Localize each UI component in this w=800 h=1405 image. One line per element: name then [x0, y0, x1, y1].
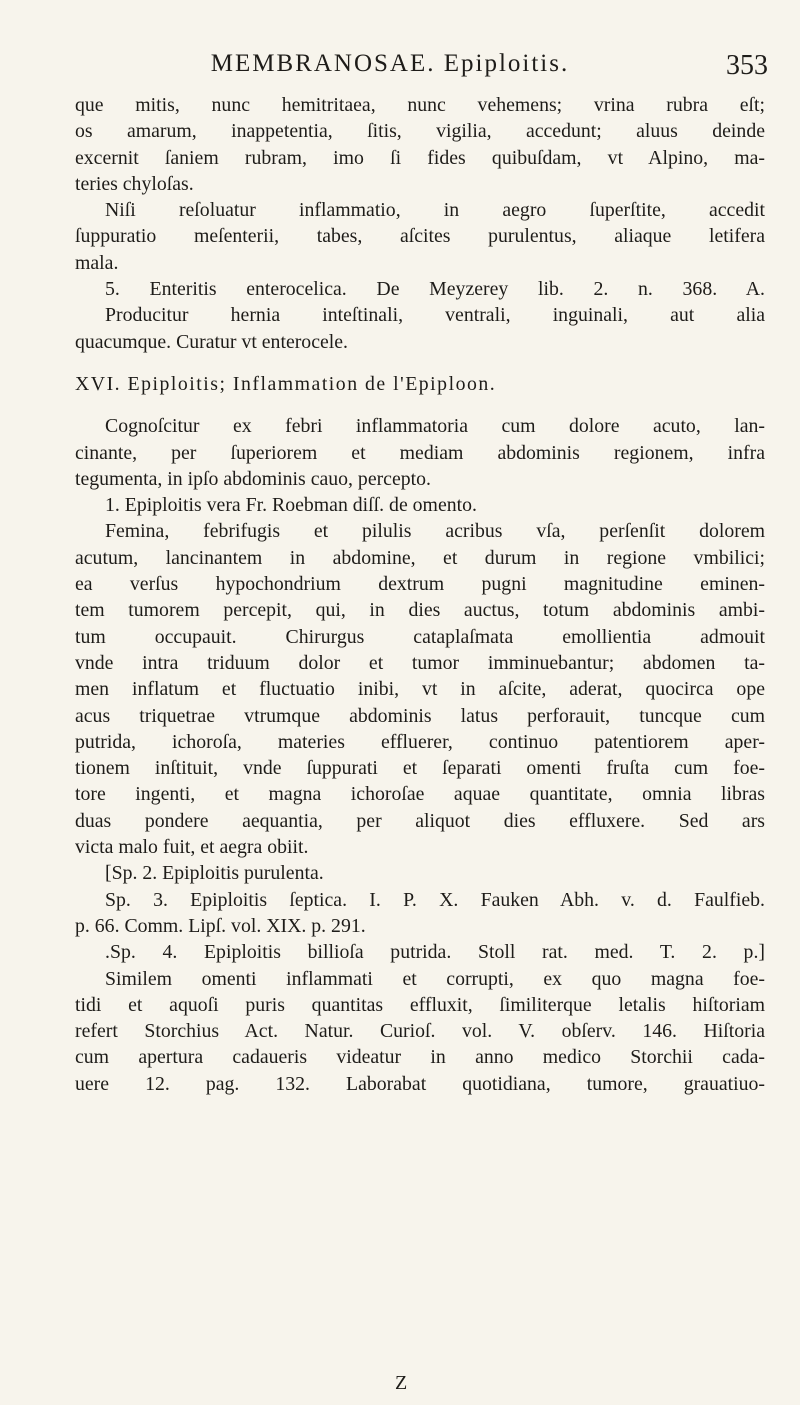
section-gap	[75, 397, 765, 413]
text-line: os amarum, inappetentia, ſitis, vigilia, accedunt; aluus deinde	[75, 120, 765, 143]
species-heading: 5. Enteritis enterocelica. De Meyzerey lib. 2. n. 368. A.	[105, 278, 765, 301]
species-heading: .Sp. 4. Epiploitis billioſa putrida. Stoll rat. med. T. 2. p.]	[105, 941, 765, 964]
running-title: MEMBRANOSAE. Epiploitis.	[210, 50, 570, 77]
body-text	[75, 92, 765, 1097]
page-header	[90, 40, 780, 92]
species-heading: [Sp. 2. Epiploitis purulenta.	[105, 862, 324, 885]
text-line: refert Storchius Act. Natur. Curioſ. vol. V. obſerv. 146. Hiſtoria	[75, 1020, 765, 1043]
text-line: Niſi reſoluatur inflammatio, in aegro ſuperſtite, accedit	[105, 199, 765, 222]
text-line: tore ingenti, et magna ichoroſae aquae quantitate, omnia libras	[75, 783, 765, 806]
text-line: Producitur hernia inteſtinali, ventrali, inguinali, aut alia	[105, 304, 765, 327]
text-line: acutum, lancinantem in abdomine, et durum in regione vmbilici;	[75, 546, 765, 569]
text-line: teries chyloſas.	[75, 172, 194, 195]
text-line: ſuppuratio meſenterii, tabes, aſcites purulentus, aliaque letifera	[75, 225, 765, 248]
text-line: uere 12. pag. 132. Laborabat quotidiana, tumore, grauatiuo-	[75, 1072, 765, 1095]
text-line: excernit ſaniem rubram, imo ſi fides quibuſdam, vt Alpino, ma-	[75, 146, 765, 169]
text-line: p. 66. Comm. Lipſ. vol. XIX. p. 291.	[75, 914, 366, 937]
text-line: cinante, per ſuperiorem et mediam abdominis regionem, infra	[75, 441, 765, 464]
text-line: cum apertura cadaueris videatur in anno medico Storchii cada-	[75, 1046, 765, 1069]
species-heading: Sp. 3. Epiploitis ſeptica. I. P. X. Fauken Abh. v. d. Faulfieb.	[105, 888, 765, 911]
text-line: mala.	[75, 251, 119, 274]
page-number: 353	[726, 50, 768, 81]
text-line: tidi et aquoſi puris quantitas effluxit, ſimiliterque letalis hiſtoriam	[75, 993, 765, 1016]
text-line: Cognoſcitur ex febri inflammatoria cum dolore acuto, lan-	[105, 415, 765, 438]
text-line: putrida, ichoroſa, materies effluerer, continuo patentiorem aper-	[75, 730, 765, 753]
section-heading: XVI. Epiploitis; Inflammation de l'Epiploon.	[75, 372, 497, 395]
signature-mark: Z	[395, 1372, 408, 1394]
text-line: ea verſus hypochondrium dextrum pugni magnitudine eminen-	[75, 573, 765, 596]
text-line: acus triquetrae vtrumque abdominis latus perforauit, tuncque cum	[75, 704, 765, 727]
text-line: Femina, febrifugis et pilulis acribus vſa, perſenſit dolorem	[105, 520, 765, 543]
section-gap	[75, 355, 765, 371]
species-heading: 1. Epiploitis vera Fr. Roebman diſſ. de omento.	[105, 494, 477, 517]
text-line: tionem inſtituit, vnde ſuppurati et ſeparati omenti fruſta cum foe-	[75, 757, 765, 780]
text-line: que mitis, nunc hemitritaea, nunc vehemens; vrina rubra eſt;	[75, 94, 765, 116]
text-line: quacumque. Curatur vt enterocele.	[75, 330, 348, 353]
text-line: tegumenta, in ipſo abdominis cauo, percepto.	[75, 467, 431, 490]
text-line: Similem omenti inflammati et corrupti, ex quo magna foe-	[105, 967, 765, 990]
text-line: vnde intra triduum dolor et tumor imminuebantur; abdomen ta-	[75, 651, 765, 674]
text-line: tem tumorem percepit, qui, in dies auctus, totum abdominis ambi-	[75, 599, 765, 622]
text-line: tum occupauit. Chirurgus cataplaſmata emollientia admouit	[75, 625, 765, 648]
text-line: men inflatum et fluctuatio inibi, vt in aſcite, aderat, quocirca ope	[75, 678, 765, 701]
text-line: victa malo fuit, et aegra obiit.	[75, 836, 309, 859]
text-line: duas pondere aequantia, per aliquot dies effluxere. Sed ars	[75, 809, 765, 832]
